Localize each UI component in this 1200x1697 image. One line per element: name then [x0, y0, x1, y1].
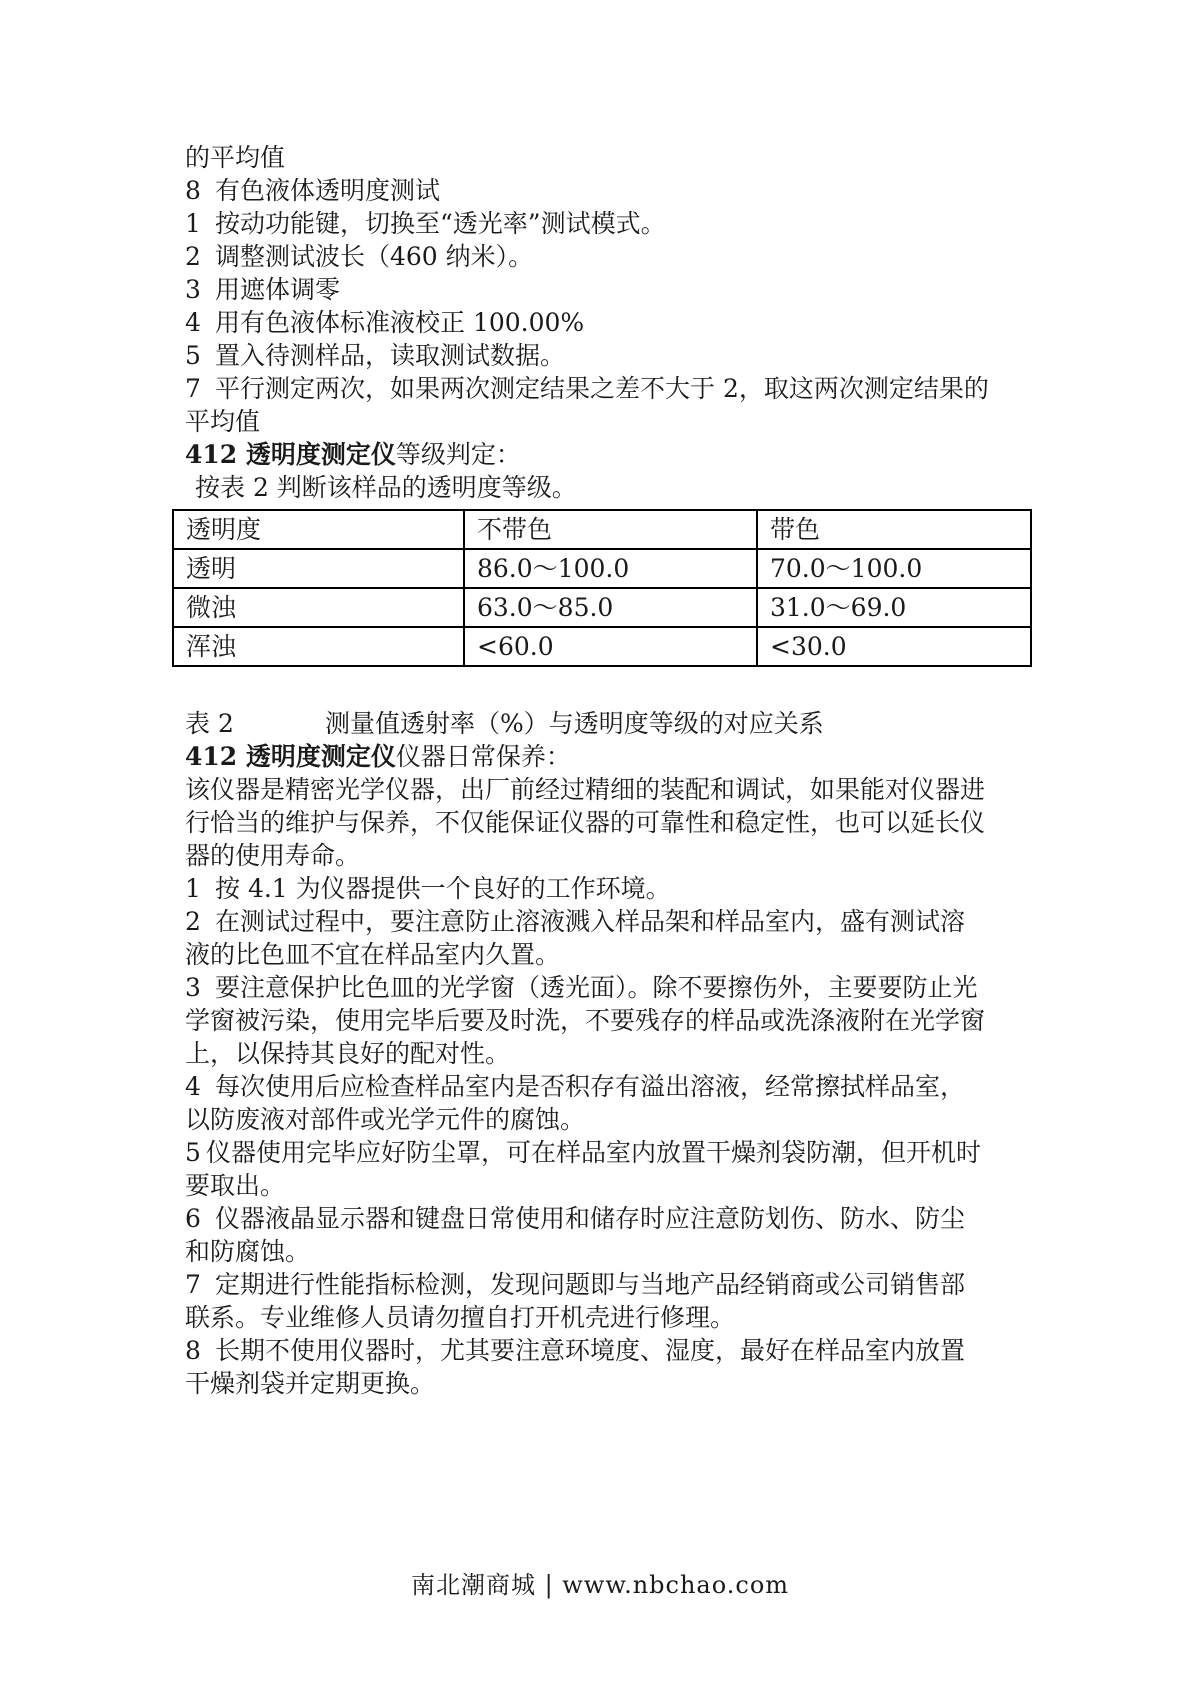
line-text: 学窗被污染，使用完毕后要及时洗，不要残存的样品或洗涤液附在光学窗	[185, 1006, 986, 1035]
list-item	[185, 1070, 1047, 1103]
heading-rest-part: 仪器日常保养：	[395, 742, 571, 771]
text-line	[185, 1235, 1047, 1268]
table-cell: <30.0	[757, 627, 1031, 666]
list-item	[185, 1334, 1047, 1367]
list-item-text: 每次使用后应检查样品室内是否积存有溢出溶液，经常擦拭样品室，	[215, 1072, 966, 1101]
table-header-cell: 不带色	[464, 510, 757, 549]
table-header-cell: 带色	[757, 510, 1031, 549]
table-caption-text: 测量值透射率（%）与透明度等级的对应关系	[325, 709, 824, 738]
text-line	[185, 773, 1047, 806]
list-item-text: 平行测定两次，如果两次测定结果之差不大于 2，取这两次测定结果的	[215, 374, 989, 403]
table-header-cell: 透明度	[173, 510, 464, 549]
line-text: 上，以保持其良好的配对性。	[185, 1039, 511, 1068]
table-caption	[185, 707, 1047, 740]
text-line	[185, 141, 1047, 174]
list-item-number: 5	[185, 341, 201, 370]
list-item-text: 长期不使用仪器时，尤其要注意环境度、湿度，最好在样品室内放置	[215, 1336, 966, 1365]
table-row	[173, 588, 1031, 627]
line-text: 干燥剂袋并定期更换。	[185, 1369, 436, 1398]
list-item	[185, 1268, 1047, 1301]
line-text: 以防废液对部件或光学元件的腐蚀。	[185, 1105, 586, 1134]
list-item-text: 定期进行性能指标检测，发现问题即与当地产品经销商或公司销售部	[215, 1270, 966, 1299]
table-cell: 微浊	[173, 588, 464, 627]
list-item-number: 1	[185, 874, 201, 903]
list-item-number: 3	[185, 973, 201, 1002]
list-item-text: 置入待测样品，读取测试数据。	[215, 341, 566, 370]
line-text: 平均值	[185, 407, 261, 436]
line-text: 器的使用寿命。	[185, 841, 361, 870]
list-item-number: 8	[185, 176, 201, 205]
table-row	[173, 627, 1031, 666]
table-cell: 86.0～100.0	[464, 549, 757, 588]
list-item	[185, 905, 1047, 938]
list-item-number: 2	[185, 907, 201, 936]
text-line	[185, 1169, 1047, 1202]
list-item-number: 7	[185, 1270, 201, 1299]
list-item	[185, 1202, 1047, 1235]
list-item-text: 按动功能键，切换至“透光率”测试模式。	[215, 209, 666, 238]
list-item-number: 1	[185, 209, 201, 238]
list-item-text: 用遮体调零	[215, 275, 341, 304]
list-item	[185, 273, 1047, 306]
list-item-number: 6	[185, 1204, 201, 1233]
transparency-grade-table	[172, 509, 1032, 667]
list-item-text: 仪器使用完毕应好防尘罩，可在样品室内放置干燥剂袋防潮，但开机时	[206, 1138, 982, 1167]
heading-bold-part: 412 透明度测定仪	[185, 440, 396, 469]
list-item-number: 3	[185, 275, 201, 304]
list-item-text: 在测试过程中，要注意防止溶液溅入样品架和样品室内，盛有测试溶	[215, 907, 966, 936]
list-item-number: 4	[185, 1072, 201, 1101]
table-caption-label: 表 2	[185, 709, 234, 738]
text-line	[185, 1103, 1047, 1136]
list-item	[185, 372, 1047, 405]
list-item-text: 要注意保护比色皿的光学窗（透光面）。除不要擦伤外，主要要防止光	[215, 973, 978, 1002]
list-item-number: 2	[185, 242, 201, 271]
list-item-number: 7	[185, 374, 201, 403]
table-cell: 31.0～69.0	[757, 588, 1031, 627]
line-text: 行恰当的维护与保养，不仅能保证仪器的可靠性和稳定性，也可以延长仪	[185, 808, 986, 837]
table-header-row	[173, 510, 1031, 549]
grade-heading	[185, 438, 1047, 471]
list-item	[185, 339, 1047, 372]
list-item	[185, 207, 1047, 240]
list-item-number: 5	[185, 1138, 201, 1167]
heading-bold-part: 412 透明度测定仪	[185, 742, 396, 771]
table-intro: 按表 2 判断该样品的透明度等级。	[195, 473, 577, 502]
care-heading	[185, 740, 1047, 773]
list-item-text: 按 4.1 为仪器提供一个良好的工作环境。	[215, 874, 671, 903]
list-item-text: 有色液体透明度测试	[215, 176, 441, 205]
list-item	[185, 1136, 1047, 1169]
table-cell: 70.0～100.0	[757, 549, 1031, 588]
table-cell: <60.0	[464, 627, 757, 666]
list-item-text: 用有色液体标准液校正 100.00%	[215, 308, 585, 337]
line-text: 的平均值	[185, 143, 286, 172]
list-item	[185, 306, 1047, 339]
line-text: 联系。专业维修人员请勿擅自打开机壳进行修理。	[185, 1303, 736, 1332]
list-item	[185, 971, 1047, 1004]
heading-rest-part: 等级判定：	[395, 440, 521, 469]
table-row	[173, 549, 1031, 588]
list-item-number: 4	[185, 308, 201, 337]
text-line	[185, 405, 1047, 438]
line-text: 要取出。	[185, 1171, 286, 1200]
table-cell: 透明	[173, 549, 464, 588]
page-footer	[0, 1565, 1200, 1600]
list-item	[185, 872, 1047, 905]
list-item-text: 仪器液晶显示器和键盘日常使用和储存时应注意防划伤、防水、防尘	[215, 1204, 966, 1233]
line-text: 该仪器是精密光学仪器，出厂前经过精细的装配和调试，如果能对仪器进	[185, 775, 986, 804]
list-item	[185, 240, 1047, 273]
text-line	[185, 938, 1047, 971]
list-item	[185, 174, 1047, 207]
document-content	[185, 141, 1047, 1400]
text-line	[185, 1367, 1047, 1400]
text-line	[185, 806, 1047, 839]
text-line	[185, 839, 1047, 872]
text-line	[185, 1004, 1047, 1037]
footer-brand: 南北潮商城 | www.nbchao.com	[410, 1571, 790, 1599]
text-line	[185, 1301, 1047, 1334]
line-text: 液的比色皿不宜在样品室内久置。	[185, 940, 561, 969]
table-cell: 浑浊	[173, 627, 464, 666]
table-cell: 63.0～85.0	[464, 588, 757, 627]
line-text: 和防腐蚀。	[185, 1237, 311, 1266]
text-line	[185, 1037, 1047, 1070]
list-item-text: 调整测试波长（460 纳米）。	[215, 242, 534, 271]
list-item-number: 8	[185, 1336, 201, 1365]
